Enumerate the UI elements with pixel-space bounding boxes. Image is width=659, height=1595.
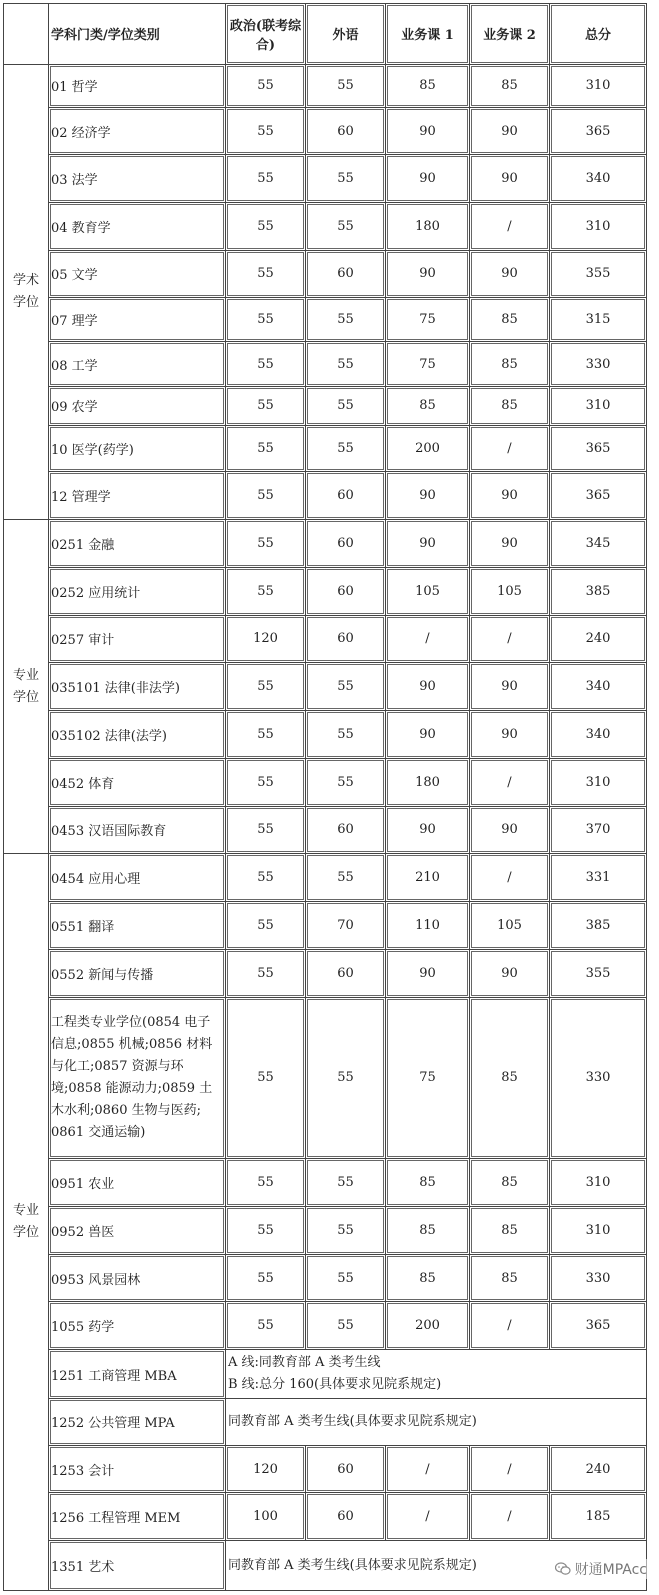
table-row <box>4 155 647 203</box>
language-score: 55 <box>306 1159 386 1207</box>
total-score: 331 <box>550 854 647 902</box>
score-line-table <box>3 3 647 1591</box>
course2-score: 90 <box>470 472 550 520</box>
total-score: 340 <box>550 155 647 203</box>
table-row <box>4 1541 647 1591</box>
course1-score: 90 <box>386 155 470 203</box>
table-row <box>4 203 647 251</box>
subject-name: 02 经济学 <box>49 107 226 155</box>
politics-score: 55 <box>226 425 306 472</box>
course1-score: 180 <box>386 758 470 806</box>
total-score: 315 <box>550 297 647 342</box>
politics-score: 120 <box>226 615 306 663</box>
course2-score: 105 <box>470 567 550 615</box>
course2-score: / <box>470 615 550 663</box>
score-note: 同教育部 A 类考生线(具体要求见院系规定) <box>226 1398 647 1445</box>
course1-score: 90 <box>386 520 470 568</box>
total-score: 185 <box>550 1493 647 1541</box>
subject-name: 01 哲学 <box>49 64 226 107</box>
course1-score: 210 <box>386 854 470 902</box>
course2-score: / <box>470 1445 550 1493</box>
language-score: 55 <box>306 342 386 387</box>
course1-score: 85 <box>386 387 470 426</box>
language-score: 55 <box>306 297 386 342</box>
course2-score: / <box>470 1302 550 1350</box>
subject-name: 0257 审计 <box>49 615 226 663</box>
table-row <box>4 902 647 950</box>
course2-score: / <box>470 758 550 806</box>
course1-score: 85 <box>386 1206 470 1254</box>
group-academic: 学术学位 <box>4 64 49 519</box>
table-row <box>4 567 647 615</box>
course2-score: 85 <box>470 1206 550 1254</box>
total-score: 330 <box>550 1254 647 1302</box>
table-row <box>4 997 647 1159</box>
language-score: 60 <box>306 615 386 663</box>
score-note <box>226 1350 647 1399</box>
politics-score: 55 <box>226 1159 306 1207</box>
subject-name: 0551 翻译 <box>49 902 226 950</box>
course2-score: 90 <box>470 155 550 203</box>
course1-score: 90 <box>386 806 470 854</box>
language-score: 55 <box>306 155 386 203</box>
course1-score: 90 <box>386 949 470 997</box>
course2-score: 85 <box>470 1254 550 1302</box>
course2-score: 85 <box>470 1159 550 1207</box>
total-score: 330 <box>550 342 647 387</box>
course2-score: / <box>470 203 550 251</box>
subject-name: 0252 应用统计 <box>49 567 226 615</box>
course2-score: 90 <box>470 711 550 759</box>
table-row <box>4 250 647 297</box>
subject-name: 10 医学(药学) <box>49 425 226 472</box>
header-politics: 政治(联考综合) <box>226 4 306 65</box>
table-row <box>4 425 647 472</box>
course1-score: 75 <box>386 342 470 387</box>
table-row <box>4 1398 647 1445</box>
politics-score: 55 <box>226 1302 306 1350</box>
subject-name: 1351 艺术 <box>49 1541 226 1591</box>
header-row <box>4 4 647 65</box>
course2-score: 85 <box>470 64 550 107</box>
total-score: 385 <box>550 902 647 950</box>
politics-score: 55 <box>226 567 306 615</box>
course2-score: 90 <box>470 806 550 854</box>
course1-score: 90 <box>386 472 470 520</box>
subject-name: 07 理学 <box>49 297 226 342</box>
language-score: 55 <box>306 387 386 426</box>
table-row <box>4 1254 647 1302</box>
language-score: 55 <box>306 64 386 107</box>
header-language: 外语 <box>306 4 386 65</box>
politics-score: 55 <box>226 64 306 107</box>
course2-score: 85 <box>470 297 550 342</box>
subject-name: 035102 法律(法学) <box>49 711 226 759</box>
course1-score: 85 <box>386 1254 470 1302</box>
subject-name: 04 教育学 <box>49 203 226 251</box>
politics-score: 55 <box>226 387 306 426</box>
language-score: 70 <box>306 902 386 950</box>
politics-score: 55 <box>226 949 306 997</box>
language-score: 55 <box>306 758 386 806</box>
politics-score: 55 <box>226 342 306 387</box>
subject-name: 1256 工程管理 MEM <box>49 1493 226 1541</box>
subject-name: 0552 新闻与传播 <box>49 949 226 997</box>
subject-name: 1055 药学 <box>49 1302 226 1350</box>
subject-name: 0953 风景园林 <box>49 1254 226 1302</box>
total-score: 330 <box>550 997 647 1159</box>
language-score: 60 <box>306 472 386 520</box>
politics-score: 55 <box>226 520 306 568</box>
politics-score: 100 <box>226 1493 306 1541</box>
course2-score: 85 <box>470 342 550 387</box>
table-row <box>4 1493 647 1541</box>
language-score: 60 <box>306 520 386 568</box>
language-score: 60 <box>306 250 386 297</box>
total-score: 340 <box>550 663 647 711</box>
course1-score: / <box>386 1445 470 1493</box>
table-row <box>4 854 647 902</box>
politics-score: 55 <box>226 472 306 520</box>
table-row <box>4 949 647 997</box>
language-score: 55 <box>306 1254 386 1302</box>
table-row <box>4 107 647 155</box>
course2-score: / <box>470 854 550 902</box>
course2-score: 85 <box>470 387 550 426</box>
total-score: 310 <box>550 1206 647 1254</box>
total-score: 385 <box>550 567 647 615</box>
total-score: 310 <box>550 387 647 426</box>
language-score: 60 <box>306 1445 386 1493</box>
total-score: 310 <box>550 203 647 251</box>
table-row <box>4 1302 647 1350</box>
watermark <box>555 1559 647 1579</box>
language-score: 60 <box>306 806 386 854</box>
politics-score: 55 <box>226 902 306 950</box>
score-note: 同教育部 A 类考生线(具体要求见院系规定) <box>226 1541 647 1591</box>
subject-name: 12 管理学 <box>49 472 226 520</box>
language-score: 55 <box>306 711 386 759</box>
politics-score: 55 <box>226 806 306 854</box>
course2-score: 90 <box>470 949 550 997</box>
total-score: 365 <box>550 1302 647 1350</box>
course1-score: / <box>386 615 470 663</box>
total-score: 370 <box>550 806 647 854</box>
table-row <box>4 1350 647 1399</box>
course2-score: / <box>470 1493 550 1541</box>
politics-score: 55 <box>226 1254 306 1302</box>
header-subject: 学科门类/学位类别 <box>49 4 226 65</box>
total-score: 345 <box>550 520 647 568</box>
table-row <box>4 1206 647 1254</box>
politics-score: 55 <box>226 1206 306 1254</box>
table-row <box>4 64 647 107</box>
total-score: 310 <box>550 758 647 806</box>
course2-score: 105 <box>470 902 550 950</box>
table-row <box>4 387 647 426</box>
subject-name: 工程类专业学位(0854 电子信息;0855 机械;0856 材料与化工;0857 资源与环境;0858 能源动力;0859 土木水利;0860 生物与医药; 0861 交通运输) <box>49 997 226 1159</box>
course1-score: 75 <box>386 997 470 1159</box>
table-row <box>4 342 647 387</box>
course1-score: 90 <box>386 107 470 155</box>
subject-name: 0452 体育 <box>49 758 226 806</box>
subject-name: 035101 法律(非法学) <box>49 663 226 711</box>
language-score: 55 <box>306 425 386 472</box>
group-professional: 专业学位 <box>4 854 49 1591</box>
politics-score: 55 <box>226 203 306 251</box>
subject-name: 0251 金融 <box>49 520 226 568</box>
language-score: 60 <box>306 1493 386 1541</box>
politics-score: 55 <box>226 997 306 1159</box>
table-row <box>4 663 647 711</box>
total-score: 365 <box>550 425 647 472</box>
course1-score: 200 <box>386 425 470 472</box>
subject-name: 1253 会计 <box>49 1445 226 1493</box>
language-score: 55 <box>306 663 386 711</box>
total-score: 340 <box>550 711 647 759</box>
total-score: 310 <box>550 1159 647 1207</box>
course1-score: 75 <box>386 297 470 342</box>
total-score: 240 <box>550 1445 647 1493</box>
header-course1: 业务课 1 <box>386 4 470 65</box>
course1-score: 90 <box>386 250 470 297</box>
course1-score: 200 <box>386 1302 470 1350</box>
politics-score: 55 <box>226 758 306 806</box>
course2-score: / <box>470 425 550 472</box>
table-row <box>4 472 647 520</box>
total-score: 240 <box>550 615 647 663</box>
subject-name: 0952 兽医 <box>49 1206 226 1254</box>
language-score: 55 <box>306 854 386 902</box>
course2-score: 90 <box>470 663 550 711</box>
total-score: 355 <box>550 949 647 997</box>
subject-name: 0454 应用心理 <box>49 854 226 902</box>
total-score: 365 <box>550 472 647 520</box>
course1-score: 110 <box>386 902 470 950</box>
course1-score: 90 <box>386 663 470 711</box>
total-score: 355 <box>550 250 647 297</box>
course1-score: 85 <box>386 64 470 107</box>
subject-name: 0951 农业 <box>49 1159 226 1207</box>
subject-name: 05 文学 <box>49 250 226 297</box>
wechat-icon <box>555 1562 571 1576</box>
header-course2: 业务课 2 <box>470 4 550 65</box>
table-row <box>4 1445 647 1493</box>
total-score: 310 <box>550 64 647 107</box>
language-score: 60 <box>306 107 386 155</box>
table-row <box>4 520 647 568</box>
subject-name: 03 法学 <box>49 155 226 203</box>
language-score: 55 <box>306 203 386 251</box>
politics-score: 55 <box>226 711 306 759</box>
politics-score: 55 <box>226 854 306 902</box>
course2-score: 90 <box>470 250 550 297</box>
table-row <box>4 615 647 663</box>
language-score: 55 <box>306 1206 386 1254</box>
table-row <box>4 758 647 806</box>
subject-name: 08 工学 <box>49 342 226 387</box>
header-blank <box>4 4 49 65</box>
course1-score: 85 <box>386 1159 470 1207</box>
politics-score: 55 <box>226 250 306 297</box>
politics-score: 55 <box>226 663 306 711</box>
politics-score: 55 <box>226 107 306 155</box>
language-score: 60 <box>306 949 386 997</box>
subject-name: 0453 汉语国际教育 <box>49 806 226 854</box>
group-professional: 专业学位 <box>4 520 49 854</box>
course1-score: 105 <box>386 567 470 615</box>
language-score: 55 <box>306 1302 386 1350</box>
language-score: 60 <box>306 567 386 615</box>
total-score: 365 <box>550 107 647 155</box>
course1-score: 90 <box>386 711 470 759</box>
course2-score: 85 <box>470 997 550 1159</box>
table-row <box>4 1159 647 1207</box>
subject-name: 1252 公共管理 MPA <box>49 1398 226 1445</box>
course2-score: 90 <box>470 520 550 568</box>
course2-score: 90 <box>470 107 550 155</box>
politics-score: 120 <box>226 1445 306 1493</box>
course1-score: 180 <box>386 203 470 251</box>
watermark-text: 财通MPAcc <box>574 1562 647 1578</box>
table-row <box>4 297 647 342</box>
table-row <box>4 711 647 759</box>
note-line-a: A 线:同教育部 A 类考生线 <box>228 1355 381 1370</box>
language-score: 55 <box>306 997 386 1159</box>
table-row <box>4 806 647 854</box>
politics-score: 55 <box>226 297 306 342</box>
header-total: 总分 <box>550 4 647 65</box>
politics-score: 55 <box>226 155 306 203</box>
course1-score: / <box>386 1493 470 1541</box>
subject-name: 09 农学 <box>49 387 226 426</box>
note-line-b: B 线:总分 160(具体要求见院系规定) <box>228 1377 442 1392</box>
subject-name: 1251 工商管理 MBA <box>49 1350 226 1399</box>
